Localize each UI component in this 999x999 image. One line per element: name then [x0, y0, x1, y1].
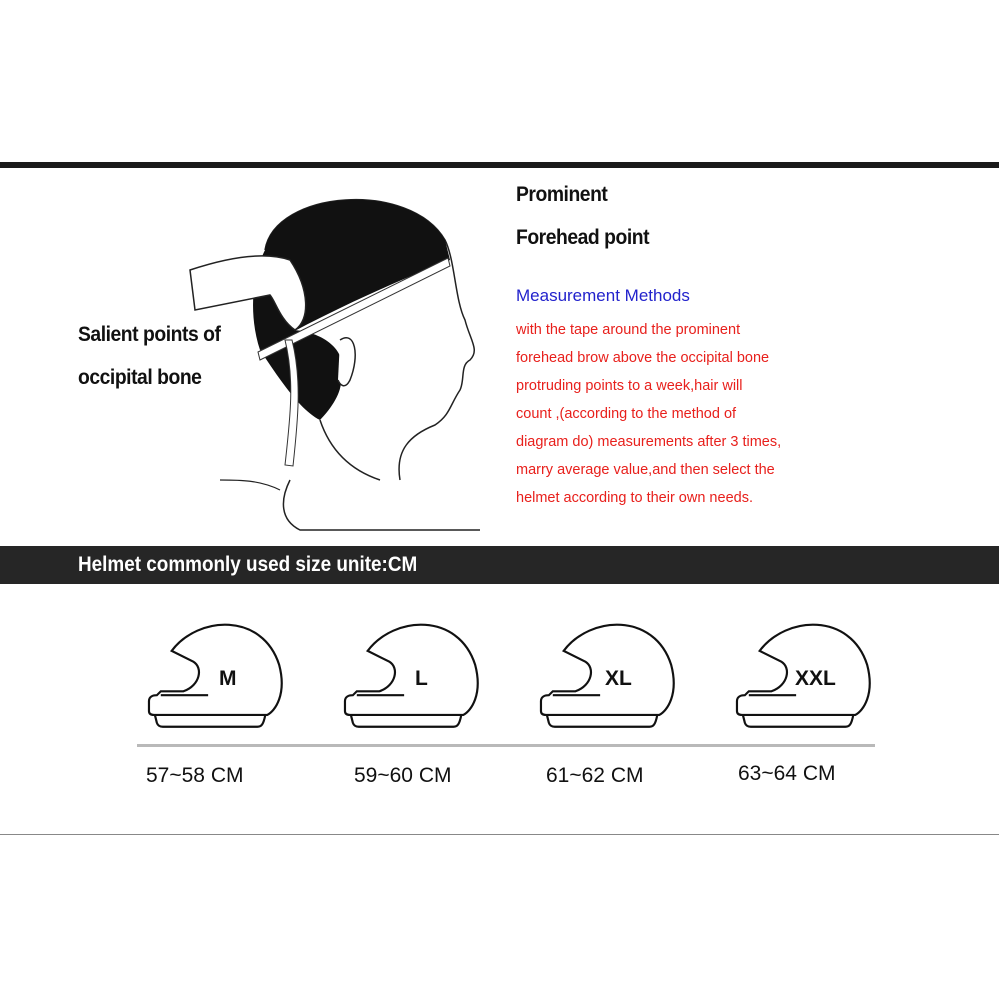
- forehead-label-line2: Forehead point: [516, 226, 650, 249]
- top-divider: [0, 162, 999, 168]
- bottom-divider: [0, 834, 999, 835]
- size-range: 63~64 CM: [738, 762, 836, 785]
- occipital-label-line1: Salient points of: [78, 323, 224, 347]
- head-measurement-illustration: [180, 180, 500, 540]
- helmet-icon: [147, 618, 287, 733]
- size-range: 57~58 CM: [146, 764, 244, 787]
- size-rule: [137, 744, 875, 747]
- method-line: diagram do) measurements after 3 times,: [516, 434, 782, 450]
- size-letter: L: [415, 667, 428, 690]
- measurement-methods-text: [516, 316, 836, 512]
- method-line: with the tape around the prominent: [516, 322, 741, 338]
- method-line: forehead brow above the occipital bone: [516, 350, 770, 366]
- size-letter: M: [219, 667, 237, 690]
- size-letter: XL: [605, 667, 632, 690]
- method-line: helmet according to their own needs.: [516, 490, 753, 506]
- helmet-icon: [343, 618, 483, 733]
- size-range: 59~60 CM: [354, 764, 452, 787]
- size-range: 61~62 CM: [546, 764, 644, 787]
- size-banner-text: Helmet commonly used size unite:CM: [78, 553, 418, 576]
- method-line: marry average value,and then select the: [516, 462, 775, 478]
- forehead-label-line1: Prominent: [516, 183, 608, 206]
- occipital-label-line2: occipital bone: [78, 366, 202, 389]
- measurement-methods-title: Measurement Methods: [516, 286, 690, 305]
- method-line: protruding points to a week,hair will: [516, 378, 743, 394]
- method-line: count ,(according to the method of: [516, 406, 737, 422]
- size-letter: XXL: [795, 667, 836, 690]
